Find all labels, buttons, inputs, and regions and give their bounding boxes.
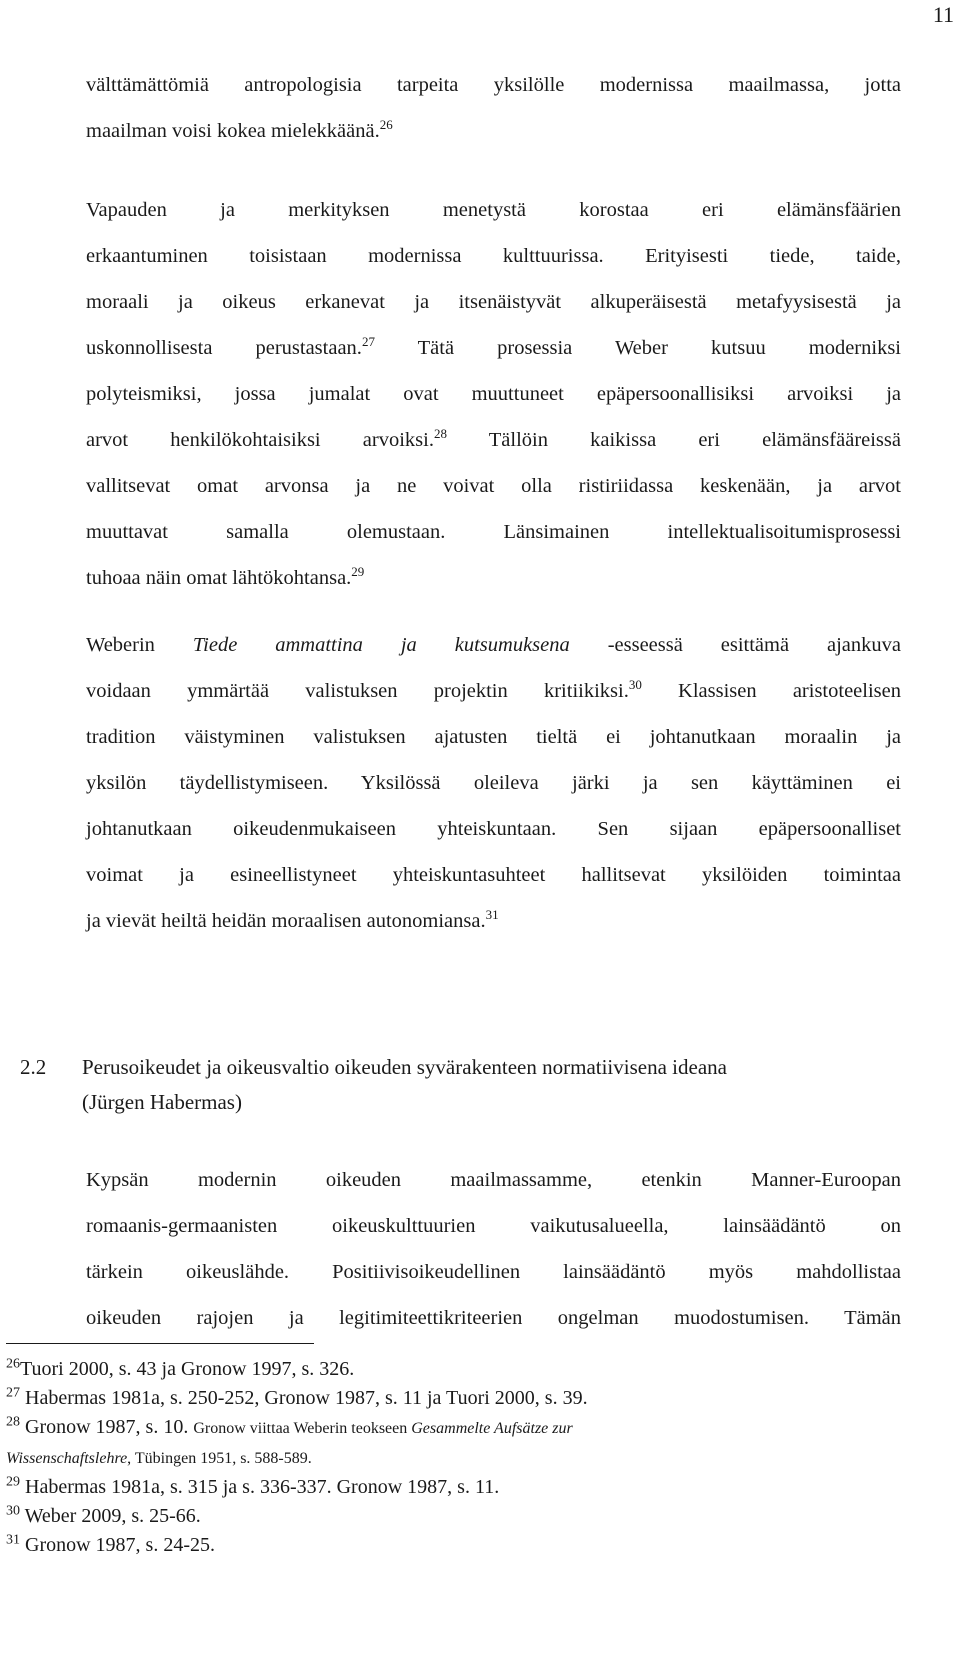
- footnote-ref[interactable]: 26: [379, 117, 393, 133]
- paragraph-line: [86, 108, 901, 154]
- text: voidaan ymmärtää valistuksen projektin kritiikiksi.: [86, 680, 629, 702]
- paragraph-line: [86, 898, 901, 944]
- paragraph-4: [86, 1157, 901, 1341]
- paragraph-2: [86, 187, 901, 601]
- footnote-text: Habermas 1981a, s. 315 ja s. 336-337. Gronow 1987, s. 11.: [20, 1476, 500, 1498]
- footnote-28-cont: [6, 1443, 936, 1473]
- footnote-text: Weber 2009, s. 25-66.: [20, 1505, 201, 1527]
- paragraph-line: polyteismiksi, jossa jumalat ovat muuttuneet epäpersoonallisiksi arvoiksi ja: [86, 383, 901, 405]
- footnote-number: 28: [6, 1414, 20, 1430]
- footnote-text: Habermas 1981a, s. 250-252, Gronow 1987, s. 11 ja Tuori 2000, s. 39.: [20, 1387, 588, 1409]
- section-number: 2.2: [20, 1055, 47, 1079]
- footnote-ref[interactable]: 29: [351, 564, 365, 580]
- footnote-ref[interactable]: 28: [433, 426, 447, 442]
- paragraph-3: [86, 622, 901, 944]
- paragraph-1: [86, 62, 901, 154]
- footnote-26: [6, 1355, 936, 1384]
- paragraph-line: [86, 555, 901, 601]
- text: arvot henkilökohtaisiksi arvoiksi.: [86, 429, 434, 451]
- book-title: Gesammelte Aufsätze zur: [411, 1420, 573, 1437]
- paragraph-line: Kypsän modernin oikeuden maailmassamme, etenkin Manner-Euroopan: [86, 1169, 901, 1191]
- book-title: Wissenschaftslehre: [6, 1450, 128, 1467]
- paragraph-line: Vapauden ja merkityksen menetystä korostaa eri elämänsfäärien: [86, 199, 901, 221]
- footnote-ref[interactable]: 30: [628, 677, 642, 693]
- paragraph-line: moraali ja oikeus erkanevat ja itsenäistyvät alkuperäisestä metafyysisestä ja: [86, 291, 901, 313]
- footnote-separator: [6, 1343, 314, 1344]
- footnote-ref[interactable]: 31: [485, 907, 499, 923]
- footnote-number: 31: [6, 1532, 20, 1548]
- footnote-text: Gronow viittaa Weberin teokseen: [193, 1420, 412, 1437]
- paragraph-line: [86, 622, 901, 668]
- footnote-number: 27: [6, 1385, 20, 1401]
- section-title: [82, 1050, 932, 1120]
- footnote-30: [6, 1502, 936, 1531]
- text: Tällöin kaikissa eri elämänsfääreissä: [446, 429, 901, 451]
- footnotes: [6, 1355, 936, 1560]
- text: Klassisen aristoteelisen: [641, 680, 901, 702]
- text: -esseessä esittämä ajankuva: [569, 634, 901, 656]
- paragraph-line: voimat ja esineellistyneet yhteiskuntasuhteet hallitsevat yksilöiden toimintaa: [86, 864, 901, 886]
- paragraph-line: välttämättömiä antropologisia tarpeita yksilölle modernissa maailmassa, jotta: [86, 74, 901, 96]
- paragraph-line: vallitsevat omat arvonsa ja ne voivat olla ristiriidassa keskenään, ja arvot: [86, 475, 901, 497]
- paragraph-line: tradition väistyminen valistuksen ajatusten tieltä ei johtanutkaan moraalin ja: [86, 726, 901, 748]
- footnote-31: [6, 1531, 936, 1560]
- text: ja vievät heiltä heidän moraalisen autonomiansa.: [86, 910, 486, 932]
- page-number: 11: [932, 2, 954, 27]
- section-title-line: (Jürgen Habermas): [82, 1090, 242, 1114]
- footnote-28: [6, 1413, 936, 1443]
- text: tuhoaa näin omat lähtökohtansa.: [86, 567, 352, 589]
- paragraph-line: erkaantuminen toisistaan modernissa kulttuurissa. Erityisesti tiede, taide,: [86, 245, 901, 267]
- footnote-number: 30: [6, 1503, 20, 1519]
- text: uskonnollisesta perustastaan.: [86, 337, 362, 359]
- paragraph-line: tärkein oikeuslähde. Positiivisoikeudellinen lainsäädäntö myös mahdollistaa: [86, 1261, 901, 1283]
- footnote-text: , Tübingen 1951, s. 588-589.: [127, 1450, 312, 1467]
- footnote-number: 26: [6, 1356, 20, 1372]
- footnote-text: Gronow 1987, s. 10.: [20, 1416, 194, 1438]
- paragraph-line: johtanutkaan oikeudenmukaiseen yhteiskuntaan. Sen sijaan epäpersoonalliset: [86, 818, 901, 840]
- section-title-line: Perusoikeudet ja oikeusvaltio oikeuden syvärakenteen normatiivisena ideana: [82, 1055, 727, 1079]
- paragraph-line: yksilön täydellistymiseen. Yksilössä oleileva järki ja sen käyttäminen ei: [86, 772, 901, 794]
- footnote-number: 29: [6, 1474, 20, 1490]
- paragraph-line: muuttavat samalla olemustaan. Länsimainen intellektualisoitumisprosessi: [86, 521, 901, 543]
- paragraph-line: [86, 668, 901, 714]
- text: Weberin: [86, 634, 193, 656]
- paragraph-line: [86, 325, 901, 371]
- paragraph-line: [86, 417, 901, 463]
- footnote-29: [6, 1473, 936, 1502]
- essay-title: Tiede ammattina ja kutsumuksena: [192, 634, 570, 656]
- paragraph-line: romaanis-germaanisten oikeuskulttuurien vaikutusalueella, lainsäädäntö on: [86, 1215, 901, 1237]
- paragraph-line: oikeuden rajojen ja legitimiteettikriteerien ongelman muodostumisen. Tämän: [86, 1307, 901, 1329]
- footnote-text: Gronow 1987, s. 24-25.: [20, 1534, 215, 1556]
- footnote-27: [6, 1384, 936, 1413]
- text: Tätä prosessia Weber kutsuu moderniksi: [374, 337, 901, 359]
- text: maailman voisi kokea mielekkäänä.: [86, 120, 380, 142]
- footnote-ref[interactable]: 27: [361, 334, 375, 350]
- footnote-text: Tuori 2000, s. 43 ja Gronow 1997, s. 326.: [20, 1358, 355, 1380]
